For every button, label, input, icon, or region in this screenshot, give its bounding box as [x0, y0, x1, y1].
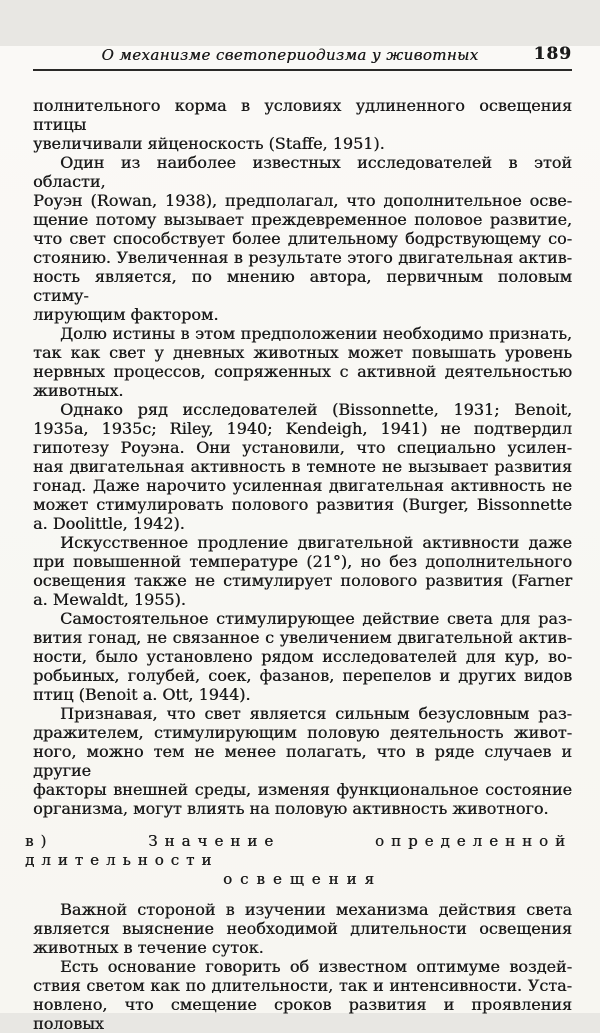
text-line: Признавая, что свет является сильным безусловным раз-: [60, 704, 572, 723]
text-line: ного, можно тем не менее полагать, что в ряде случаев и другие: [33, 742, 572, 780]
text-line: увеличивали яйценоскость (Staffe, 1951).: [33, 134, 385, 153]
text-line: новлено, что смещение сроков развития и проявления половых: [33, 995, 572, 1033]
text-line: нервных процессов, сопряженных с активной деятельностью: [33, 362, 572, 381]
text-line: животных.: [33, 381, 124, 400]
text-line: освещения также не стимулирует полового развития (Farner: [33, 571, 572, 590]
text-line: гипотезу Роуэна. Они установили, что специально усилен-: [33, 438, 572, 457]
paragraph: [33, 96, 572, 153]
text-line: Однако ряд исследователей (Bissonnette, 1931; Benoit,: [60, 400, 572, 419]
text-line: Роуэн (Rowan, 1938), предполагал, что дополнительное осве-: [33, 191, 572, 210]
section-heading-line: освещения: [222, 870, 383, 888]
section-heading: [25, 832, 572, 889]
text-line: робьиных, голубей, соек, фазанов, перепелов и других видов: [33, 666, 572, 685]
section-heading-line: в) Значение определенной длительности: [25, 832, 572, 869]
running-title: О механизме светопериодизма у животных: [101, 46, 479, 64]
paragraph: [33, 900, 572, 957]
paragraph: [33, 704, 572, 818]
paragraph: [33, 609, 572, 704]
text-line: ности, было установлено рядом исследователей для кур, во-: [33, 647, 572, 666]
text-line: дражителем, стимулирующим половую деятельность живот-: [33, 723, 572, 742]
text-line: организма, могут влиять на половую активность животного.: [33, 799, 549, 818]
page-body: [25, 96, 572, 1033]
page-header: [33, 46, 572, 64]
text-line: животных в течение суток.: [33, 938, 264, 957]
text-line: вития гонад, не связанное с увеличением двигательной актив-: [33, 628, 572, 647]
text-line: Долю истины в этом предположении необходимо признать,: [60, 324, 572, 343]
paragraph: [33, 533, 572, 609]
text-line: является выяснение необходимой длительности освещения: [33, 919, 572, 938]
text-line: полнительного корма в условиях удлиненного освещения птицы: [33, 96, 572, 134]
text-line: птиц (Benoit a. Ott, 1944).: [33, 685, 251, 704]
text-line: щение потому вызывает преждевременное половое развитие,: [33, 210, 572, 229]
text-line: ность является, по мнению автора, первичным половым стиму-: [33, 267, 572, 305]
paragraph: [33, 957, 572, 1033]
text-line: так как свет у дневных животных может повышать уровень: [33, 343, 572, 362]
paragraph: [33, 153, 572, 324]
text-line: Искусственное продление двигательной активности даже: [60, 533, 572, 552]
text-line: что свет способствует более длительному бодрствующему со-: [33, 229, 572, 248]
text-line: может стимулировать полового развития (Burger, Bissonnette: [33, 495, 572, 514]
text-line: факторы внешней среды, изменяя функциональное состояние: [33, 780, 572, 799]
book-page: [0, 44, 600, 1033]
text-line: Один из наиболее известных исследователей в этой области,: [33, 153, 572, 191]
text-line: лирующим фактором.: [33, 305, 219, 324]
text-line: ствия светом как по длительности, так и интенсивности. Уста-: [33, 976, 572, 995]
paragraph: [33, 400, 572, 533]
header-rule: [33, 69, 572, 71]
text-line: при повышенной температуре (21°), но без дополнительного: [33, 552, 572, 571]
text-line: Самостоятельное стимулирующее действие света для раз-: [60, 609, 572, 628]
text-line: a. Doolittle, 1942).: [33, 514, 185, 533]
paragraph: [33, 324, 572, 400]
text-line: гонад. Даже нарочито усиленная двигательная активность не: [33, 476, 572, 495]
text-line: a. Mewaldt, 1955).: [33, 590, 186, 609]
text-line: 1935a, 1935c; Riley, 1940; Kendeigh, 1941) не подтвердил: [33, 419, 572, 438]
text-line: Есть основание говорить об известном оптимуме воздей-: [60, 957, 572, 976]
text-line: ная двигательная активность в темноте не вызывает развития: [33, 457, 572, 476]
text-line: стоянию. Увеличенная в результате этого двигательная актив-: [33, 248, 572, 267]
page-number: 189: [533, 44, 572, 64]
text-line: Важной стороной в изучении механизма действия света: [60, 900, 572, 919]
